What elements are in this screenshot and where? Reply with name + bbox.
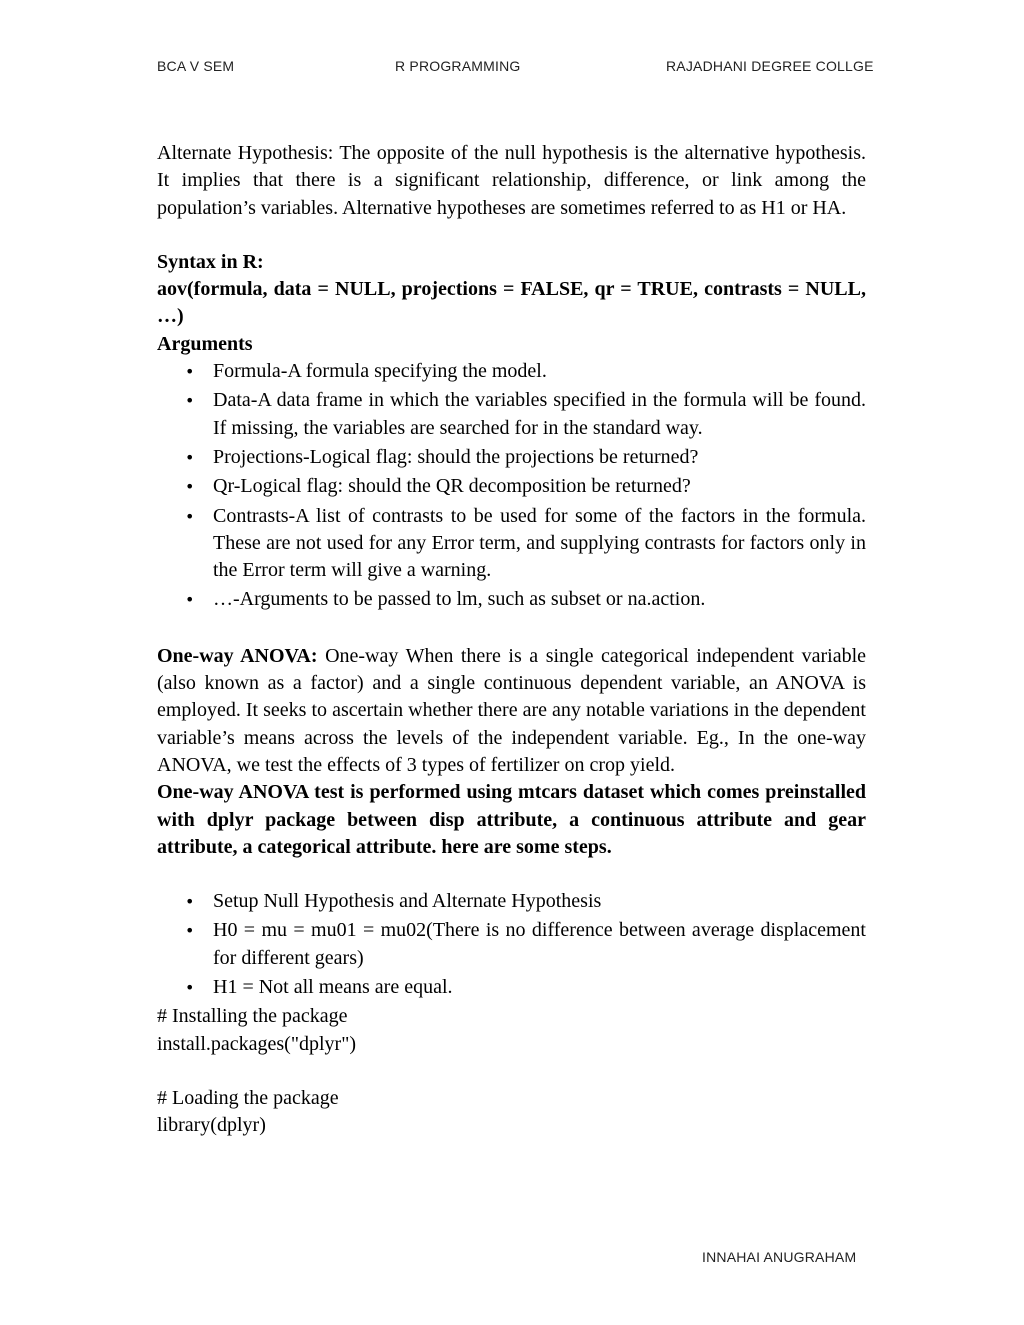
arguments-list — [157, 358, 866, 614]
steps-list — [157, 888, 866, 1001]
list-item: • H1 = Not all means are equal. — [213, 974, 866, 1001]
list-item: • Formula-A formula specifying the model. — [213, 358, 866, 385]
syntax-heading: Syntax in R: — [157, 250, 264, 273]
one-way-anova-paragraph — [157, 643, 866, 779]
syntax-code: aov(formula, data = NULL, projections = FALSE, qr = TRUE, contrasts = NULL, …) — [157, 278, 866, 328]
header-subject: R PROGRAMMING — [395, 58, 521, 74]
header-college: RAJADHANI DEGREE COLLGE — [666, 58, 874, 74]
footer-author: INNAHAI ANUGRAHAM — [702, 1249, 857, 1265]
code-install: install.packages("dplyr") — [157, 1032, 357, 1055]
code-comment-load: # Loading the package — [157, 1086, 339, 1109]
list-item: • Projections-Logical flag: should the projections be returned? — [213, 444, 866, 471]
code-load: library(dplyr) — [157, 1114, 266, 1137]
list-item: • Setup Null Hypothesis and Alternate Hypothesis — [213, 888, 866, 915]
arguments-heading: Arguments — [157, 332, 253, 355]
page-content — [157, 140, 866, 1140]
list-item: • …-Arguments to be passed to lm, such as subset or na.action. — [213, 586, 866, 613]
list-item: • Data-A data frame in which the variables specified in the formula will be found. If missing, the variables are searched for in the standard way. — [213, 387, 866, 442]
list-item: • Contrasts-A list of contrasts to be used for some of the factors in the formula. These are not used for any Error term, and supplying contrasts for factors only in the Error term will give a warning. — [213, 503, 866, 585]
header-course: BCA V SEM — [157, 58, 235, 74]
list-item: • H0 = mu = mu01 = mu02(There is no difference between average displacement for different gears) — [213, 917, 866, 972]
list-item: • Qr-Logical flag: should the QR decomposition be returned? — [213, 473, 866, 500]
one-way-test-description: One-way ANOVA test is performed using mtcars dataset which comes preinstalled with dplyr package between disp attribute, a continuous attribute and gear attribute, a categorical attribute. here are some steps. — [157, 781, 866, 858]
alternate-hypothesis-paragraph: Alternate Hypothesis: The opposite of the null hypothesis is the alternative hypothesis. It implies that there is a significant relationship, difference, or link among the population’s variables. Alternative hypotheses are sometimes referred to as H1 or HA. — [157, 142, 866, 219]
code-comment-install: # Installing the package — [157, 1005, 348, 1028]
one-way-anova-text: One-way When there is a single categorical independent variable (also known as a factor) and a single continuous dependent variable, an ANOVA is employed. It seeks to ascertain whether there are any notable variations in the dependent variable’s means across the levels of the independent variable. Eg., In the one-way ANOVA, we test the effects of 3 types of fertilizer on crop yield. — [157, 644, 866, 776]
one-way-anova-label: One-way ANOVA: — [157, 644, 318, 667]
